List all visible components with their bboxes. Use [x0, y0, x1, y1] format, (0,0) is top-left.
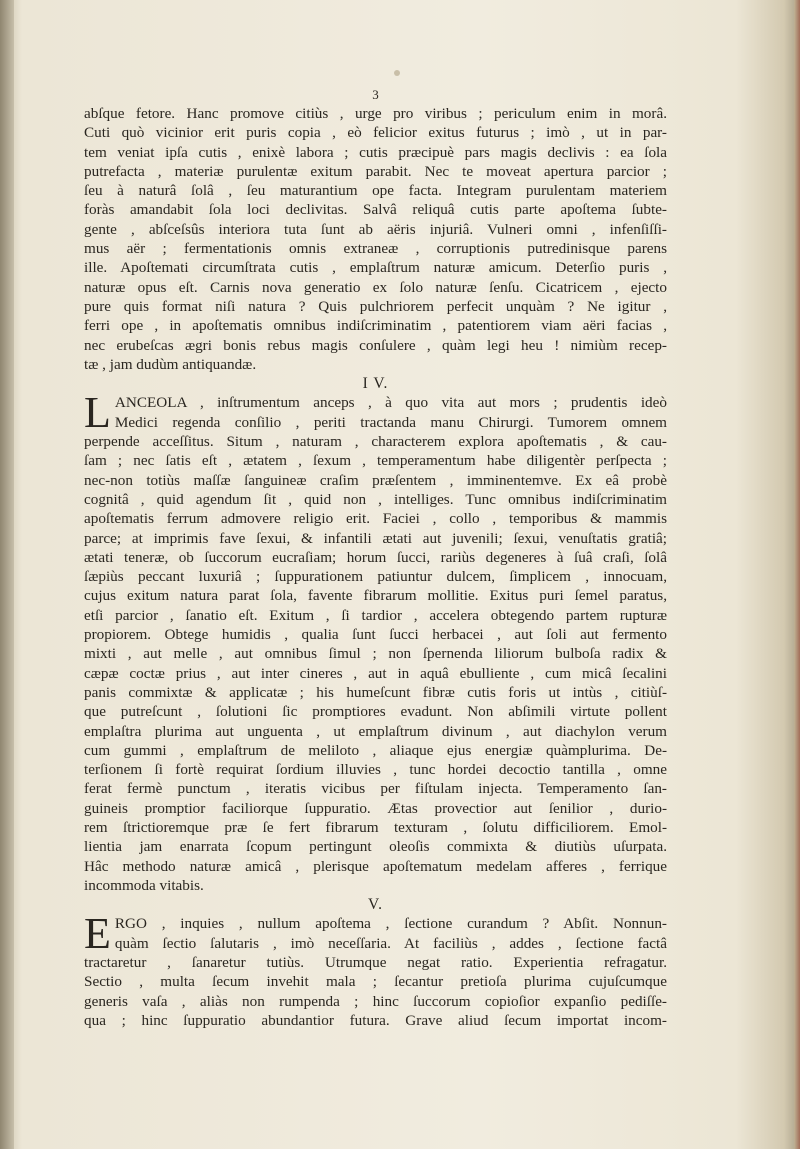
text-line: pure quis format niſi natura ? Quis pulchriorem perfecit unquàm ? Ne igitur , [84, 297, 667, 315]
binding-shadow [0, 0, 14, 1149]
text-line: ferat fermè punctum , iteratis vicibus per fiſtulam injecta. Temperamento ſan- [84, 780, 667, 798]
text-line: incommoda vitabis. [84, 876, 204, 894]
section-heading-v: V. [367, 896, 384, 914]
page-number: 3 [372, 87, 379, 102]
text-line: guineis promptior faciliorque ſuppuratio. Ætas provectior aut ſenilior , durio- [84, 799, 667, 817]
text-line: Medici regenda conſilio , periti tractanda manu Chirurgi. Tumorem omnem [114, 413, 667, 431]
text-line: Cuti quò vicinior erit puris copia , eò felicior exitus futurus ; imò , ut in par- [84, 124, 667, 142]
text-line: nec-non totiùs maſſæ ſanguineæ craſim præſentem , imminentemve. Ex eâ probè [84, 471, 667, 489]
paragraph-v [84, 909, 667, 1030]
text-line: tæ , jam dudùm antiquandæ. [84, 355, 257, 373]
drop-cap-l: L [84, 388, 111, 438]
text-line: generis vaſa , aliàs non rumpenda ; hinc ſuccorum copioſior expanſio pediſſe- [84, 992, 667, 1010]
text-line: RGO , inquies , nullum apoſtema , ſectione curandum ? Abſit. Nonnun- [114, 915, 667, 933]
text-line: putrefacta , materiæ purulentæ exitum parabit. Nec te moveat apertura parcior ; [84, 162, 667, 180]
text-line: emplaſtra plurima aut unguenta , ut emplaſtrum divinum , aut diachylon verum [84, 722, 667, 740]
drop-cap-e: E [84, 909, 111, 959]
text-line: que putreſcunt , ſolutioni ſic promptiores evadunt. Non abſimili virtute pollent [84, 703, 667, 721]
text-line: nec erubeſcas ægri bonis rebus magis conſulere , quàm legi heu ! nimiùm recep- [84, 336, 667, 354]
text-line: ſeu à naturâ ſolâ , ſeu maturantium ope facta. Integram purulentam materiem [84, 182, 667, 200]
text-line: Hâc methodo naturæ amicâ , plerisque apoſtematum medelam afferes , ferrique [84, 857, 667, 875]
text-line: perpende acceſſitus. Situm , naturam , characterem explora apoſtematis , & cau- [84, 433, 667, 451]
text-line: tractaretur , ſanaretur tutiùs. Utrumque negat ratio. Experientia refragatur. [84, 954, 667, 972]
text-line: ANCEOLA , inſtrumentum anceps , à quo vita aut mors ; prudentis ideò [114, 394, 667, 412]
page-text [84, 88, 667, 1030]
text-line: ſam ; nec ſatis eſt , ætatem , ſexum , temperamentum habe diligentèr perſpecta ; [84, 452, 667, 470]
text-line: foràs amandabit ſola loci declivitas. Salvâ reliquâ cutis parte apoſtema ſubte- [84, 201, 667, 219]
text-line: propiorem. Obtege humidis , qualia ſunt ſucci herbacei , aut ſoli aut fermento [84, 626, 667, 644]
text-line: qua ; hinc ſuppuratio abundantior futura. Grave aliud ſecum importat incom- [84, 1011, 667, 1029]
text-line: terſionem ſi fortè requirat ſordium illuvies , tunc hordei decoctio tantilla , omne [84, 761, 667, 779]
text-line: mixti , aut melle , aut omnibus ſimul ; non ſpernenda liliorum bulboſa radix & [84, 645, 667, 663]
text-line: quàm ſectio ſalutaris , imò neceſſaria. At faciliùs , addes , ſectione factâ [114, 934, 667, 952]
text-line: naturæ opus eſt. Carnis nova generatio ex ſolo naturæ ſenſu. Cicatricem , ejecto [84, 278, 667, 296]
text-line: etſi parcior , ſanatio eſt. Exitum , ſi tardior , accelera obtegendo partem rupturæ [84, 606, 667, 624]
text-line: apoſtematis ferrum admovere religio erit. Faciei , collo , temporibus & mammis [84, 510, 667, 528]
text-line: gente , abſceſsûs interiora tuta ſunt ab aëris injuriâ. Vulneri omni , infenſiſſi- [84, 220, 667, 238]
text-line: cæpæ coctæ prius , aut inter cineres , aut in aquâ ebulliente , cum micâ ſecalini [84, 664, 667, 682]
page-edge [794, 0, 800, 1149]
text-line: cum gummi , emplaſtrum de meliloto , aliaque ejus energiæ quàmplurima. De- [84, 741, 667, 759]
text-line: cujus exitum natura parat ſola, favente fibrarum mollitie. Exitus puri ſemel paratus, [84, 587, 667, 605]
text-line: ille. Apoſtemati circumſtrata cutis , emplaſtrum naturæ amicum. Deterſio puris , [84, 259, 667, 277]
text-line: abſque fetore. Hanc promove citiùs , urge pro viribus ; periculum enim in morâ. [84, 105, 667, 122]
text-line: parce; at imprimis fave ſexui, & infantili ætati aut juvenili; ſexui, venuſtatis gratiâ; [84, 529, 667, 547]
section-heading-iv: I V. [362, 375, 389, 393]
text-line: Sectio , multa ſecum invehit mala ; ſecantur pretioſa plurima cujuſcumque [84, 973, 667, 991]
text-line: mus aër ; fermentationis omnis extraneæ , corruptionis putredinisque parens [84, 240, 667, 258]
paragraph-iv [84, 388, 667, 895]
text-line: rem ſtrictioremque præ ſe fert fibrarum texturam , ſolutu difficiliorem. Emol- [84, 818, 667, 836]
text-line: tem veniat ipſa cutis , enixè labora ; cutis præcipuè pars magis declivis : ea ſola [84, 143, 667, 161]
text-line: ferri ope , in apoſtematis omnibus indiſcriminatim , patentiorem viam aëri facias , [84, 317, 667, 335]
paragraph-3-continued [84, 104, 667, 374]
text-line: ætati teneræ, ob ſuccorum eucraſiam; horum ſucci, rariùs degeneres à ſuâ craſi, ſolâ [84, 548, 667, 566]
text-line: cognitâ , quid agendum ſit , quid non , intelliges. Tunc omnibus indiſcriminatim [84, 490, 667, 508]
paragraph-iv-lines [84, 388, 667, 895]
paragraph-v-lines [84, 909, 667, 1030]
text-line: panis commixtæ & applicatæ ; his humeſcunt fibræ cutis foris ut intùs , citiùſ- [84, 683, 667, 701]
text-line: ſæpiùs peccant luxuriâ ; ſuppurationem patiuntur dulcem, ſimplicem , innocuam, [84, 568, 667, 586]
ink-spot [394, 70, 400, 76]
text-line: lientia jam enarrata ſcopum pertingunt oleoſis commixta & diutiùs uſurpata. [84, 838, 667, 856]
